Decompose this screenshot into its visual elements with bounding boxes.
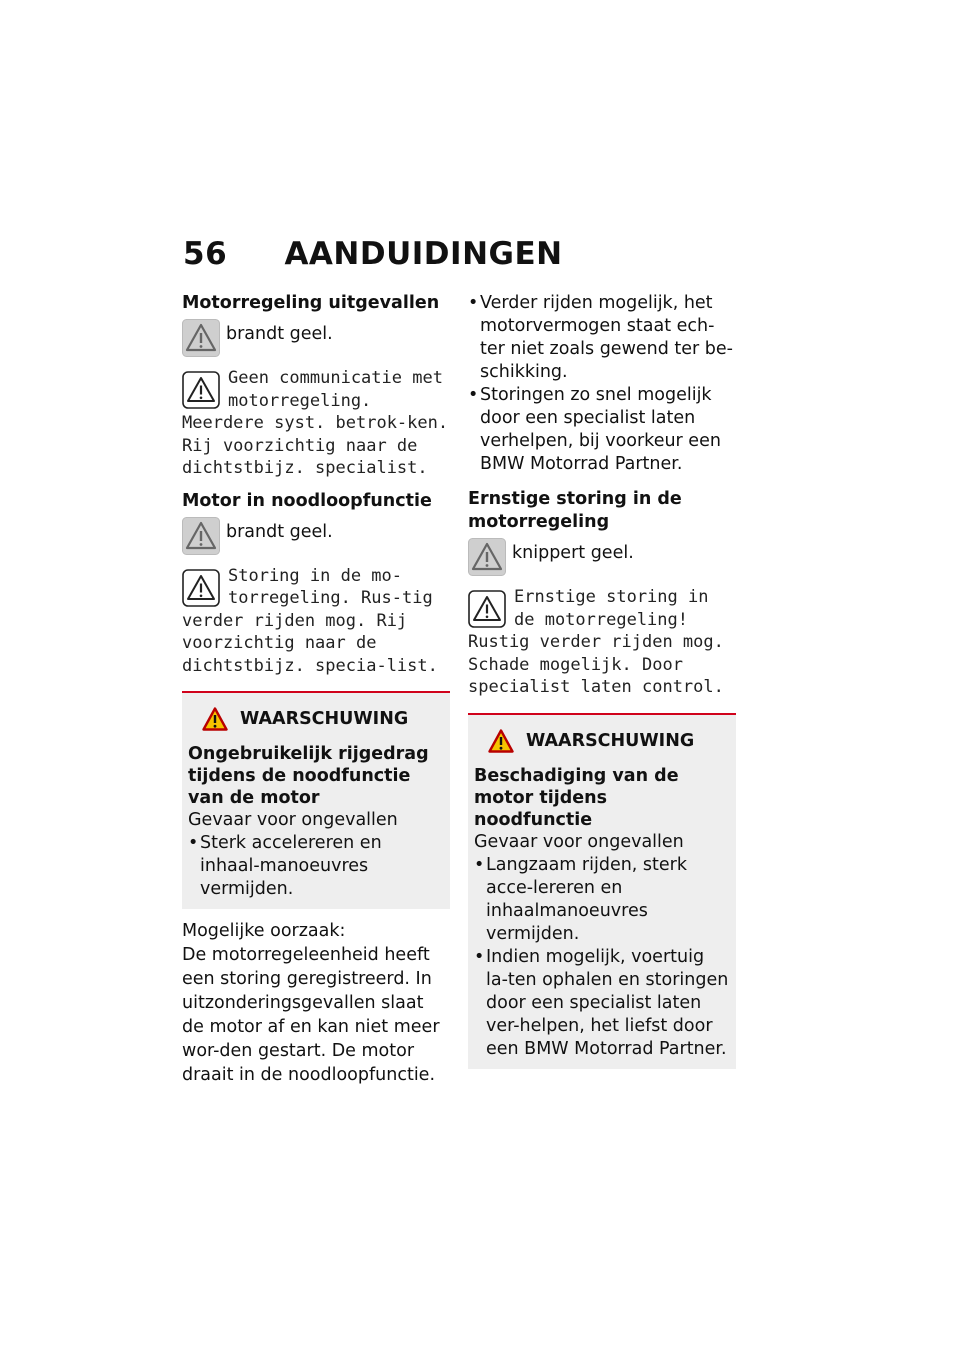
section-heading-motorregeling-uitgevallen: Motorregeling uitgevallen (182, 293, 440, 313)
general-warning-message-icon (468, 590, 506, 628)
warning-hazard: Gevaar voor ongevallen (188, 810, 398, 830)
warning-bullets (474, 854, 730, 1061)
display-message-text: Geen communicatie met motorregeling. Meerdere syst. betrok-ken. Rij voorzichtig naar de dichtstbijz. specialist. (182, 368, 449, 478)
general-warning-indicator-icon (182, 319, 220, 357)
list-item: • Indien mogelijk, voertuig la-ten ophalen en storingen door een specialist laten ver-helpen, het liefst door een BMW Motorrad Partner. (474, 946, 730, 1061)
indicator-row (182, 319, 450, 357)
warning-triangle-icon (202, 707, 228, 731)
warning-box (182, 691, 450, 909)
list-item: • Verder rijden mogelijk, het motorvermogen staat ech-ter niet zoals gewend ter be-schikking. (468, 292, 736, 384)
right-column (468, 292, 736, 1079)
indicator-status: knippert geel. (512, 543, 634, 563)
display-message (468, 586, 736, 699)
general-warning-indicator-icon (182, 517, 220, 555)
page-header (183, 236, 563, 272)
page-number: 56 (183, 236, 228, 272)
warning-header (474, 729, 730, 753)
warning-title: Ongebruikelijk rijgedrag tijdens de noodfunctie van de motor (188, 744, 429, 808)
warning-label: WAARSCHUWING (526, 730, 695, 751)
display-message-text: Ernstige storing in de motorregeling! Rustig verder rijden mog. Schade mogelijk. Door specialist laten control. (468, 587, 724, 697)
indicator-status: brandt geel. (226, 324, 333, 344)
general-warning-message-icon (182, 569, 220, 607)
warning-label: WAARSCHUWING (240, 709, 409, 729)
cause-label: Mogelijke oorzaak: (182, 921, 346, 941)
warning-bullets (188, 832, 444, 901)
section-heading-ernstige-storing: Ernstige storing in de motorregeling (468, 489, 682, 532)
warning-hazard: Gevaar voor ongevallen (474, 831, 684, 852)
list-item: • Storingen zo snel mogelijk door een specialist laten verhelpen, bij voorkeur een BMW Motorrad Partner. (468, 384, 736, 476)
indicator-status: brandt geel. (226, 521, 333, 542)
list-item: • Langzaam rijden, sterk acce-lereren en inhaalmanoeuvres vermijden. (474, 854, 730, 946)
display-message (182, 565, 450, 678)
page-title: AANDUIDINGEN (284, 236, 563, 272)
general-warning-indicator-icon (468, 538, 506, 576)
warning-title: Beschadiging van de motor tijdens noodfunctie (474, 765, 679, 830)
action-bullets (468, 292, 736, 476)
indicator-row (182, 517, 450, 555)
warning-triangle-icon (488, 729, 514, 753)
cause-text: De motorregeleenheid heeft een storing geregistreerd. In uitzonderingsgevallen slaat de motor af en kan niet meer wor-den gestart. De motor draait in de noodloopfunctie. (182, 945, 440, 1085)
list-item: • Sterk accelereren en inhaal-manoeuvres vermijden. (188, 832, 444, 901)
warning-header (188, 707, 444, 731)
indicator-row (468, 538, 736, 576)
left-column (182, 292, 450, 1087)
general-warning-message-icon (182, 371, 220, 409)
display-message-text: Storing in de mo-torregeling. Rus-tig verder rijden mog. Rij voorzichtig naar de dichtstbijz. specia-list. (182, 565, 438, 676)
display-message (182, 367, 450, 480)
section-heading-motor-in-noodloopfunctie: Motor in noodloopfunctie (182, 490, 432, 511)
warning-box (468, 713, 736, 1069)
